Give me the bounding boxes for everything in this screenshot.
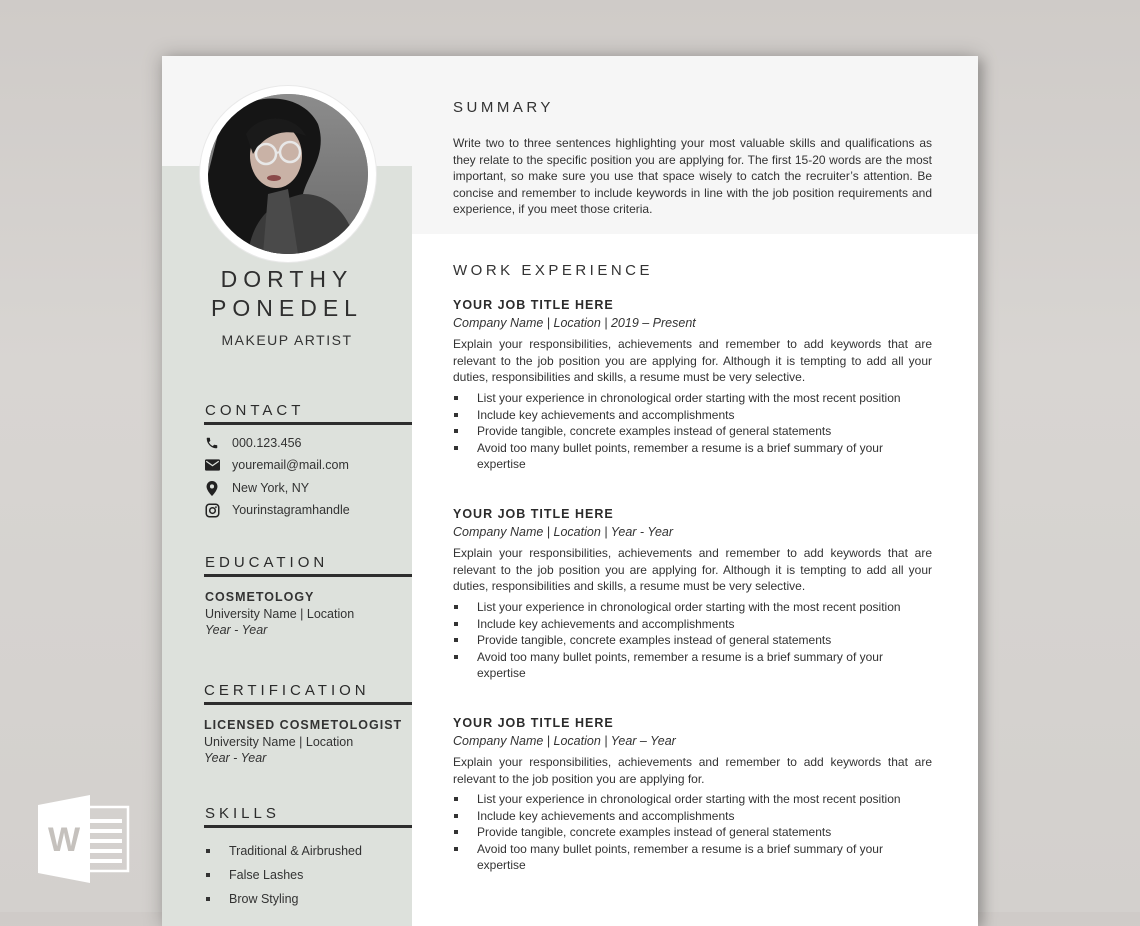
certification-divider bbox=[204, 702, 412, 705]
certification-years: Year - Year bbox=[204, 751, 267, 765]
phone-icon bbox=[204, 435, 220, 451]
last-name: PONEDEL bbox=[211, 295, 363, 321]
list-item: List your experience in chronological order starting with the most recent position bbox=[453, 791, 933, 808]
contact-heading: CONTACT bbox=[205, 402, 305, 419]
skill-label: Traditional & Airbrushed bbox=[229, 844, 362, 858]
contact-instagram bbox=[204, 500, 350, 520]
job-title-1: YOUR JOB TITLE HERE bbox=[453, 298, 614, 312]
certification-name: LICENSED COSMETOLOGIST bbox=[204, 718, 403, 732]
job-meta-1: Company Name | Location | 2019 – Present bbox=[453, 316, 696, 330]
certification-block bbox=[204, 717, 402, 767]
job-bullets-1 bbox=[453, 390, 933, 473]
education-heading: EDUCATION bbox=[205, 554, 329, 571]
list-item: Include key achievements and accomplishments bbox=[453, 616, 933, 633]
job-description-2: Explain your responsibilities, achievements and remember to add keywords that are relevant to the job position you are applying for. Although it is tempting to add all your duties, responsibilities and skills, a resume must be very selective. bbox=[453, 546, 932, 594]
summary-heading: SUMMARY bbox=[453, 99, 554, 116]
list-item: Avoid too many bullet points, remember a resume is a brief summary of your expertise bbox=[453, 440, 933, 473]
contact-location bbox=[204, 478, 309, 498]
job-meta-3: Company Name | Location | Year – Year bbox=[453, 734, 676, 748]
education-divider bbox=[204, 574, 412, 577]
list-item: Include key achievements and accomplishments bbox=[453, 808, 933, 825]
job-title-3: YOUR JOB TITLE HERE bbox=[453, 716, 614, 730]
list-item: Provide tangible, concrete examples instead of general statements bbox=[453, 632, 933, 649]
certification-school: University Name | Location bbox=[204, 734, 354, 749]
job-bullets-3 bbox=[453, 791, 933, 874]
certification-heading: CERTIFICATION bbox=[204, 682, 370, 699]
resume-page bbox=[162, 56, 978, 926]
contact-instagram-text: Yourinstagramhandle bbox=[232, 503, 350, 517]
skill-item bbox=[205, 844, 362, 858]
contact-divider bbox=[204, 422, 412, 425]
summary-text: Write two to three sentences highlighting your most valuable skills and qualifications as they relate to the specific position you are applying for. The first 15-20 words are the most important, so make sure you use that space wisely to catch the recruiter’s attention. Be concise and remember to include keywords in line with the job position requirements and experience, if you meet those criteria. bbox=[453, 136, 932, 217]
list-item: Provide tangible, concrete examples instead of general statements bbox=[453, 824, 933, 841]
job-title: MAKEUP ARTIST bbox=[221, 332, 353, 348]
education-school: University Name | Location bbox=[205, 606, 355, 621]
contact-location-text: New York, NY bbox=[232, 481, 310, 495]
education-block bbox=[205, 589, 354, 639]
list-item: Avoid too many bullet points, remember a resume is a brief summary of your expertise bbox=[453, 649, 933, 682]
skill-item bbox=[205, 868, 303, 882]
list-item: Include key achievements and accomplishments bbox=[453, 407, 933, 424]
word-logo-icon bbox=[36, 795, 130, 883]
job-description-3: Explain your responsibilities, achievements and remember to add keywords that are relevant to the job position you are applying for. bbox=[453, 755, 932, 786]
instagram-icon bbox=[204, 502, 220, 518]
list-item: Provide tangible, concrete examples instead of general statements bbox=[453, 423, 933, 440]
job-title-2: YOUR JOB TITLE HERE bbox=[453, 507, 614, 521]
skill-label: False Lashes bbox=[229, 868, 304, 882]
job-bullets-2 bbox=[453, 599, 933, 682]
job-description-1: Explain your responsibilities, achievements and remember to add keywords that are relevant to the job position you are applying for. Although it is tempting to add all your duties, responsibilities and skills, a resume must be very selective. bbox=[453, 337, 932, 385]
contact-email bbox=[204, 455, 349, 475]
contact-email-text: youremail@mail.com bbox=[232, 458, 349, 472]
svg-text:W: W bbox=[47, 821, 81, 859]
education-years: Year - Year bbox=[205, 623, 268, 637]
mail-icon bbox=[204, 457, 220, 473]
skill-label: Brow Styling bbox=[229, 892, 299, 906]
education-degree: COSMETOLOGY bbox=[205, 590, 315, 604]
first-name: DORTHY bbox=[220, 266, 354, 292]
contact-phone-text: 000.123.456 bbox=[232, 436, 302, 450]
location-pin-icon bbox=[204, 480, 220, 496]
job-meta-2: Company Name | Location | Year - Year bbox=[453, 525, 674, 539]
contact-phone bbox=[204, 433, 302, 453]
list-item: List your experience in chronological order starting with the most recent position bbox=[453, 390, 933, 407]
work-experience-heading: WORK EXPERIENCE bbox=[453, 262, 654, 279]
skills-heading: SKILLS bbox=[205, 805, 280, 822]
list-item: List your experience in chronological order starting with the most recent position bbox=[453, 599, 933, 616]
skills-divider bbox=[204, 825, 412, 828]
list-item: Avoid too many bullet points, remember a resume is a brief summary of your expertise bbox=[453, 841, 933, 874]
profile-photo bbox=[208, 94, 368, 254]
skill-item bbox=[205, 892, 298, 906]
